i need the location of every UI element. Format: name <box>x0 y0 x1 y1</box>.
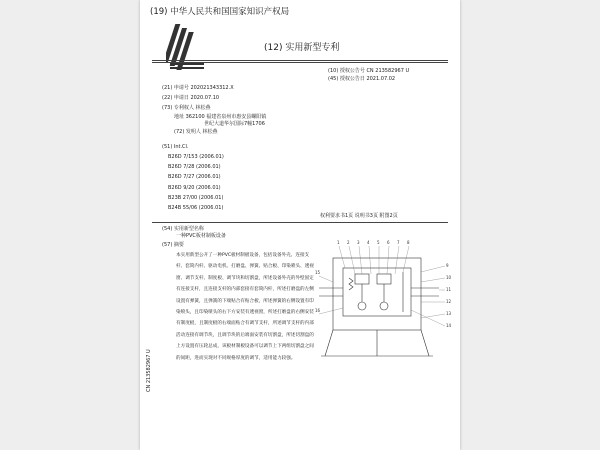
patent-kind-title: (12) 实用新型专利 <box>264 43 340 53</box>
ipc-code: B26D 7/28 (2006.01) <box>168 164 221 171</box>
utility-model-label: (54) 实用新型名称 <box>162 226 204 232</box>
drawing-ref-label: 10 <box>446 275 452 280</box>
drawing-ref-label: 14 <box>446 323 452 328</box>
ipc-code: B23B 27/00 (2006.01) <box>168 194 224 201</box>
ipc-code: B26D 9/20 (2006.01) <box>168 184 221 191</box>
patent-page <box>140 0 460 450</box>
section-rule <box>152 222 448 223</box>
patentee-address: 地址 362100 福建省泉州市惠安县螺阳镇 <box>174 114 267 120</box>
drawing-ref-label: 13 <box>446 311 452 316</box>
int-cl-label: (51) Int.Cl. <box>162 144 189 150</box>
abstract-drawing <box>315 238 455 373</box>
drawing-ref-label: 9 <box>446 263 449 268</box>
drawing-ref-label: 6 <box>387 240 390 245</box>
publication-number: (10) 授权公告号 CN 213582967 U <box>328 68 410 74</box>
drawing-ref-label: 8 <box>407 240 410 245</box>
inventor: (72) 发明人 林松燕 <box>174 129 218 135</box>
ipc-code: B26D 7/27 (2006.01) <box>168 174 221 181</box>
application-number: (21) 申请号 202021343312.X <box>162 85 234 91</box>
ipc-classification-list <box>168 152 224 213</box>
ipc-code: B24B 55/06 (2006.01) <box>168 205 224 212</box>
patentee: (73) 专利权人 林松燕 <box>162 105 211 111</box>
page-count-info: 权利要求书1页 说明书3页 附图2页 <box>320 213 398 219</box>
drawing-ref-label: 1 <box>337 240 340 245</box>
drawing-ref-label: 11 <box>446 287 452 292</box>
cnipa-emblem-logo <box>166 22 208 72</box>
drawing-ref-label: 2 <box>347 240 350 245</box>
side-publication-number: CN 213582967 U <box>146 349 152 392</box>
publication-date: (45) 授权公告日 2021.07.02 <box>328 76 396 82</box>
patent-office-header: (19) 中华人民共和国国家知识产权局 <box>150 7 290 17</box>
application-date: (22) 申请日 2020.07.10 <box>162 95 220 101</box>
ipc-code: B26D 7/153 (2006.01) <box>168 154 224 160</box>
header-rule-top <box>152 60 448 61</box>
drawing-ref-label: 3 <box>357 240 360 245</box>
header-rule-bottom <box>152 62 448 63</box>
drawing-ref-label: 7 <box>397 240 400 245</box>
abstract-text: 本实用新型公开了一种PVC板材制板设备，包括设备外壳、连接支杆、套筒内杆、驱动电机、打磨盘、弹簧、贴合板、印染喷头、透视窗、调节支杆、制度板、调节块和切割盘，所述设备外壳的外壁固定有连接支杆，且连接支杆的内部套接有套筒内杆，所述打磨盘的左侧设置有弹簧，且弹簧的下端贴合有贴合板，所述弹簧的右侧设置有印染喷头，且印染喷头的右下方安装有透视窗，所述打磨盘的右侧安装有制度板，且制度板的右端面贴合有调节支杆，所述调节支杆的内部活动连接有调节块，且调节块的后端面安装有切割盘，所述切割盘的上方设置有压轮总成，该板材制板设备可以调节上下两组切割盘之间的间距，进而实现对不同规格厚度的调节，适用能力较强。 <box>176 253 314 361</box>
abstract-label: (57) 摘要 <box>162 242 184 248</box>
drawing-ref-label: 5 <box>377 240 380 245</box>
patentee-address-line2: 世纪大道华尔国际7幢1706 <box>204 121 265 127</box>
drawing-ref-label: 4 <box>367 240 370 245</box>
utility-model-name: 一种PVC板材制板设备 <box>176 233 226 239</box>
drawing-ref-label: 15 <box>315 270 321 275</box>
drawing-ref-label: 16 <box>315 308 321 313</box>
drawing-ref-label: 12 <box>446 299 452 304</box>
